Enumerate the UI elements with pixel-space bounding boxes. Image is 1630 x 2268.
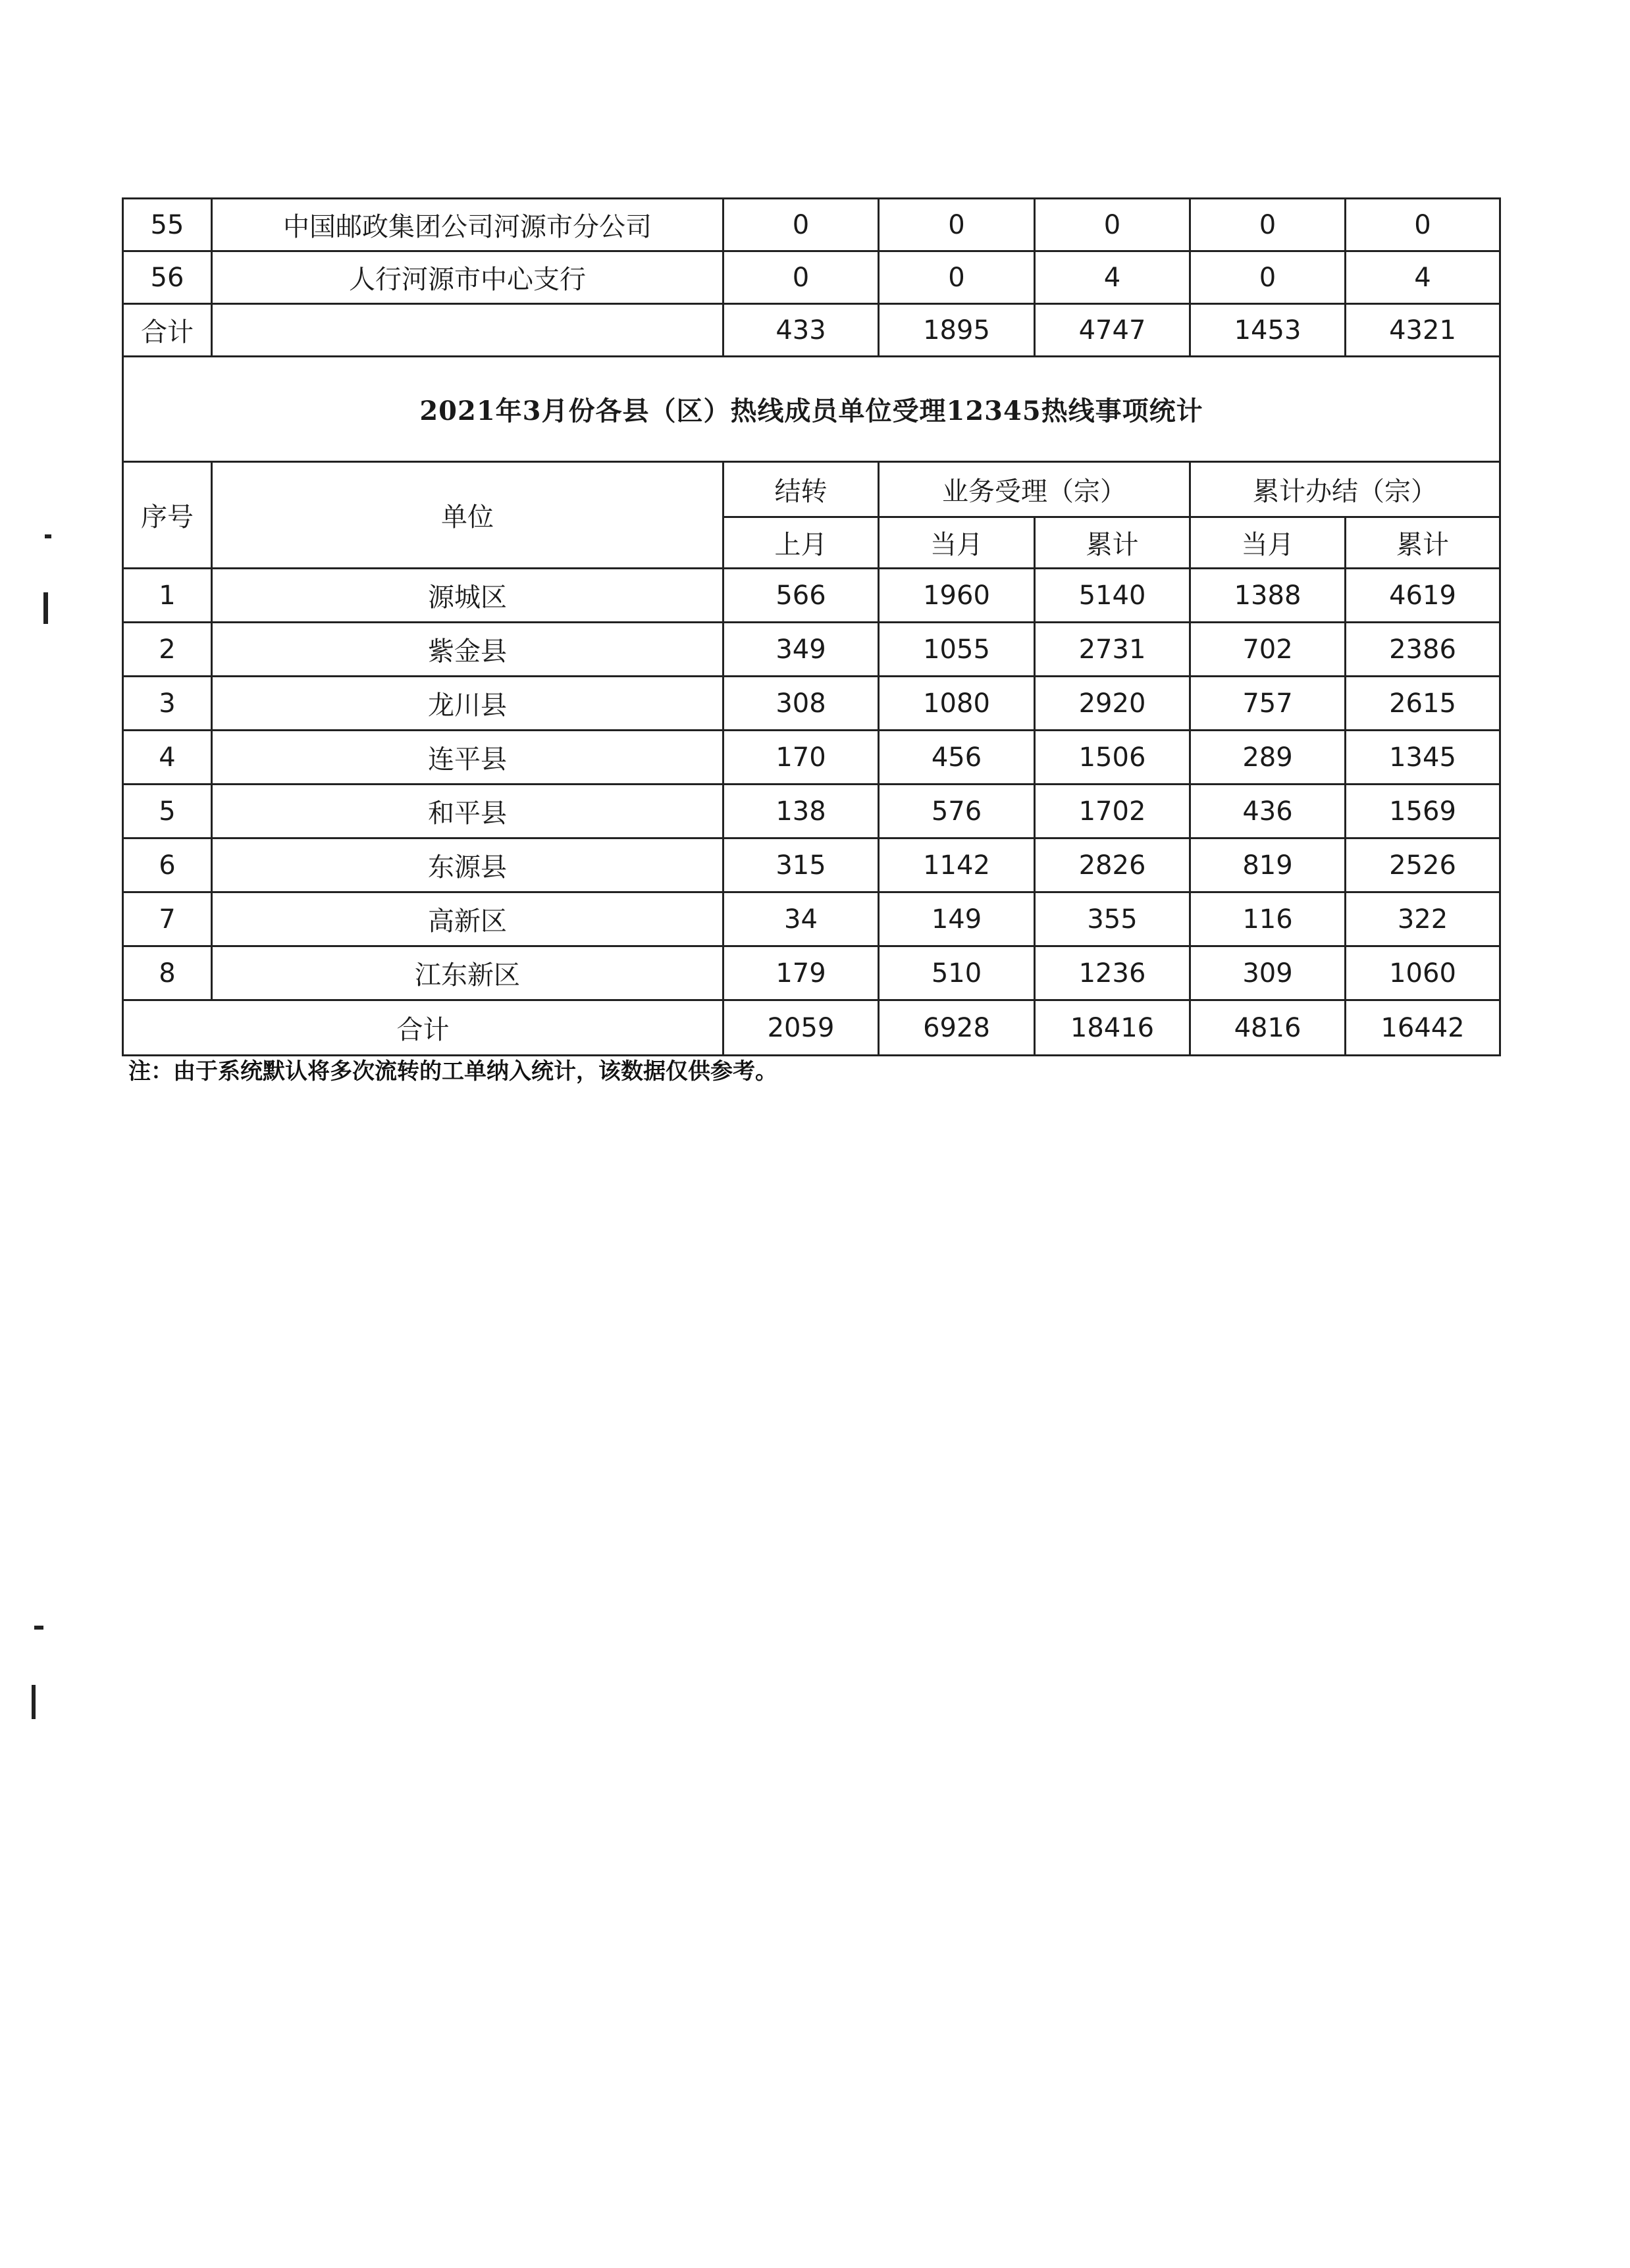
value-cell: 2731 [1035, 623, 1190, 677]
value-cell: 1569 [1346, 785, 1500, 838]
value-cell: 1388 [1190, 569, 1346, 623]
table-row [123, 946, 1500, 1000]
value-cell: 0 [1190, 251, 1346, 304]
table-row [123, 569, 1500, 623]
header-completed-month: 当月 [1190, 517, 1346, 569]
unit-cell: 源城区 [212, 569, 723, 623]
value-cell: 4619 [1346, 569, 1500, 623]
total-row [123, 1000, 1500, 1056]
header-row [123, 462, 1500, 517]
unit-cell: 江东新区 [212, 946, 723, 1000]
value-cell: 1702 [1035, 785, 1190, 838]
scan-speck [45, 534, 51, 538]
value-cell: 1506 [1035, 731, 1190, 785]
value-cell: 149 [879, 892, 1035, 946]
value-cell: 315 [723, 838, 879, 892]
value-cell: 2920 [1035, 677, 1190, 731]
total-value: 6928 [879, 1000, 1035, 1056]
seq-cell: 1 [123, 569, 212, 623]
value-cell: 5140 [1035, 569, 1190, 623]
table-row [123, 892, 1500, 946]
total-value: 18416 [1035, 1000, 1190, 1056]
table-title: 2021年3月份各县（区）热线成员单位受理12345热线事项统计 [123, 357, 1500, 462]
value-cell: 0 [879, 199, 1035, 251]
table-row [123, 731, 1500, 785]
unit-cell: 连平县 [212, 731, 723, 785]
title-row [123, 357, 1500, 462]
seq-cell: 6 [123, 838, 212, 892]
header-completed-cumulative: 累计 [1346, 517, 1500, 569]
value-cell: 1142 [879, 838, 1035, 892]
seq-cell: 3 [123, 677, 212, 731]
seq-cell: 8 [123, 946, 212, 1000]
total-value: 2059 [723, 1000, 879, 1056]
total-value: 16442 [1346, 1000, 1500, 1056]
scan-speck [34, 1626, 43, 1630]
header-business: 业务受理（宗） [879, 462, 1190, 517]
value-cell: 757 [1190, 677, 1346, 731]
scan-speck [32, 1685, 36, 1719]
total-value: 4747 [1035, 304, 1190, 357]
table-row [123, 838, 1500, 892]
statistics-table [122, 197, 1501, 1056]
table-row [123, 623, 1500, 677]
header-carry-over: 结转 [723, 462, 879, 517]
unit-cell: 和平县 [212, 785, 723, 838]
empty-cell [212, 304, 723, 357]
value-cell: 1345 [1346, 731, 1500, 785]
total-value: 433 [723, 304, 879, 357]
header-last-month: 上月 [723, 517, 879, 569]
value-cell: 4 [1035, 251, 1190, 304]
value-cell: 1080 [879, 677, 1035, 731]
value-cell: 349 [723, 623, 879, 677]
total-value: 4816 [1190, 1000, 1346, 1056]
value-cell: 2615 [1346, 677, 1500, 731]
value-cell: 138 [723, 785, 879, 838]
total-label: 合计 [123, 304, 212, 357]
table-row [123, 785, 1500, 838]
value-cell: 0 [723, 251, 879, 304]
value-cell: 1236 [1035, 946, 1190, 1000]
seq-cell: 55 [123, 199, 212, 251]
total-label: 合计 [123, 1000, 723, 1056]
value-cell: 309 [1190, 946, 1346, 1000]
table-row [123, 251, 1500, 304]
value-cell: 0 [1190, 199, 1346, 251]
seq-cell: 7 [123, 892, 212, 946]
unit-cell: 中国邮政集团公司河源市分公司 [212, 199, 723, 251]
value-cell: 322 [1346, 892, 1500, 946]
table-row [123, 199, 1500, 251]
value-cell: 2826 [1035, 838, 1190, 892]
total-value: 4321 [1346, 304, 1500, 357]
table-row [123, 677, 1500, 731]
value-cell: 510 [879, 946, 1035, 1000]
header-seq: 序号 [123, 462, 212, 569]
value-cell: 170 [723, 731, 879, 785]
seq-cell: 56 [123, 251, 212, 304]
value-cell: 1055 [879, 623, 1035, 677]
unit-cell: 东源县 [212, 838, 723, 892]
scan-speck [43, 592, 48, 624]
value-cell: 1060 [1346, 946, 1500, 1000]
value-cell: 819 [1190, 838, 1346, 892]
value-cell: 0 [723, 199, 879, 251]
header-completed: 累计办结（宗） [1190, 462, 1500, 517]
value-cell: 308 [723, 677, 879, 731]
seq-cell: 4 [123, 731, 212, 785]
unit-cell: 紫金县 [212, 623, 723, 677]
value-cell: 0 [1035, 199, 1190, 251]
value-cell: 289 [1190, 731, 1346, 785]
total-value: 1895 [879, 304, 1035, 357]
value-cell: 0 [1346, 199, 1500, 251]
value-cell: 456 [879, 731, 1035, 785]
value-cell: 116 [1190, 892, 1346, 946]
value-cell: 179 [723, 946, 879, 1000]
header-business-cumulative: 累计 [1035, 517, 1190, 569]
value-cell: 0 [879, 251, 1035, 304]
unit-cell: 人行河源市中心支行 [212, 251, 723, 304]
value-cell: 702 [1190, 623, 1346, 677]
value-cell: 576 [879, 785, 1035, 838]
value-cell: 2386 [1346, 623, 1500, 677]
value-cell: 34 [723, 892, 879, 946]
value-cell: 355 [1035, 892, 1190, 946]
header-unit: 单位 [212, 462, 723, 569]
value-cell: 2526 [1346, 838, 1500, 892]
seq-cell: 5 [123, 785, 212, 838]
seq-cell: 2 [123, 623, 212, 677]
unit-cell: 高新区 [212, 892, 723, 946]
footnote: 注：由于系统默认将多次流转的工单纳入统计，该数据仅供参考。 [128, 1058, 777, 1085]
value-cell: 1960 [879, 569, 1035, 623]
unit-cell: 龙川县 [212, 677, 723, 731]
total-value: 1453 [1190, 304, 1346, 357]
value-cell: 4 [1346, 251, 1500, 304]
top-total-row [123, 304, 1500, 357]
value-cell: 566 [723, 569, 879, 623]
header-business-month: 当月 [879, 517, 1035, 569]
value-cell: 436 [1190, 785, 1346, 838]
